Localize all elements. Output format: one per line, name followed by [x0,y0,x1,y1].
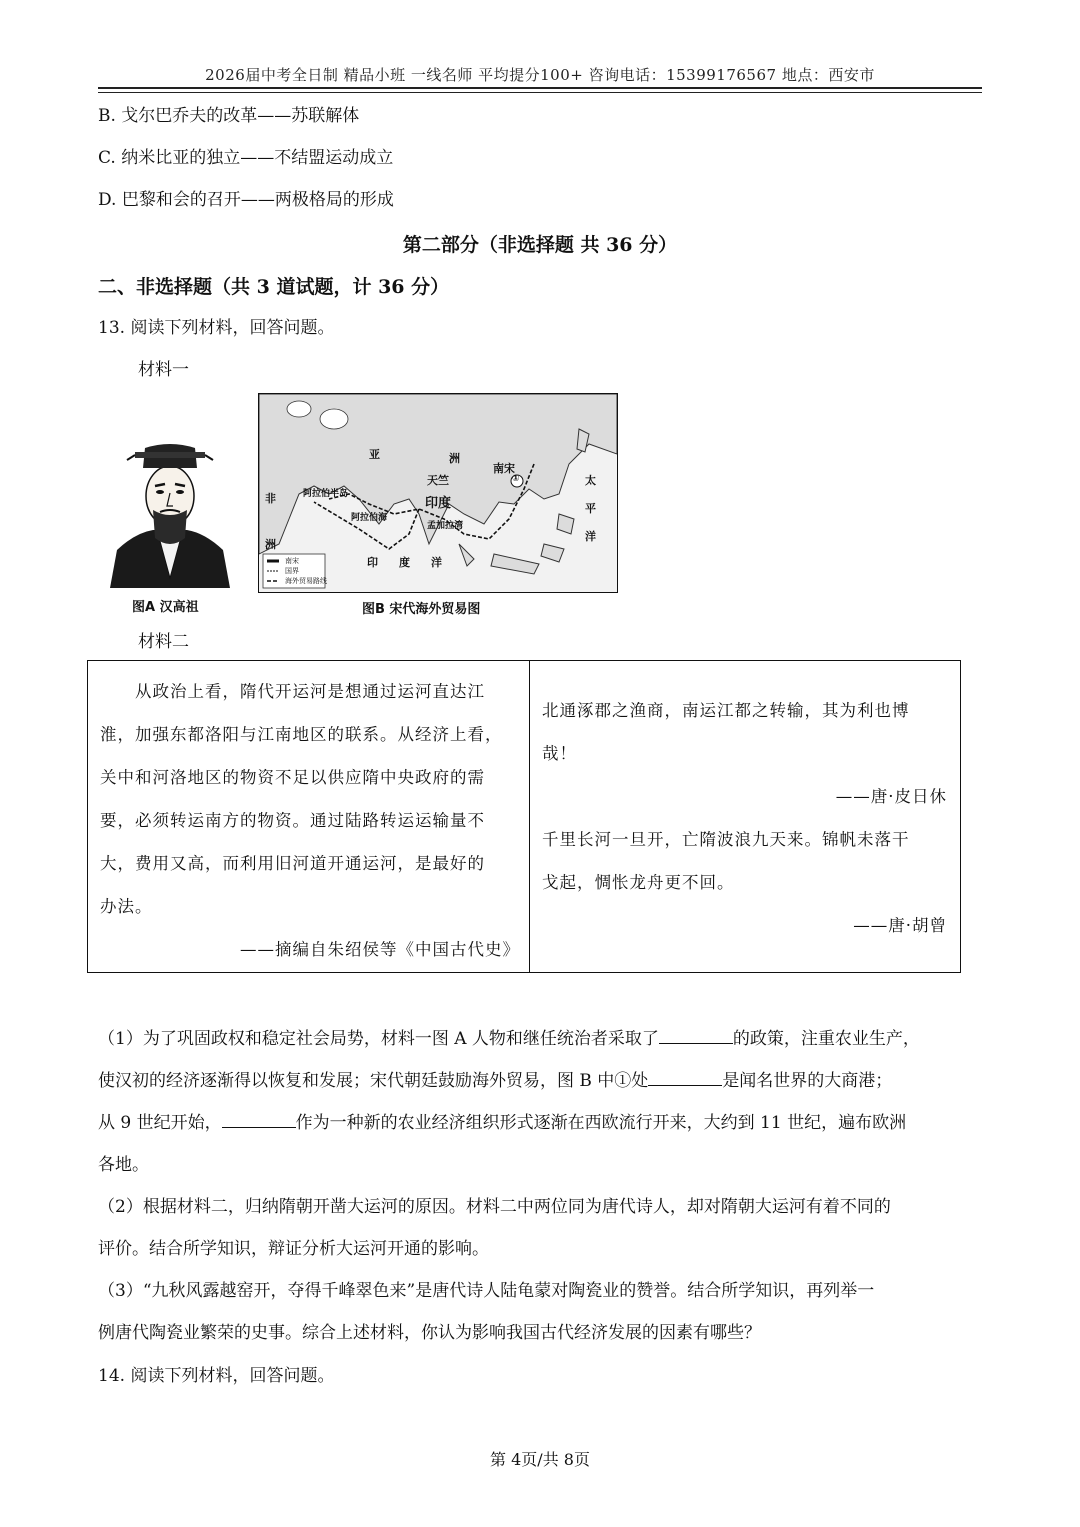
poem2-source: ——唐·胡曾 [853,916,947,935]
map-label-indian-ocean2: 度 [399,556,410,569]
option-c: C. 纳米比亚的独立——不结盟运动成立 [98,148,394,168]
poem2-line: 戈起，惆怅龙舟更不回。 [542,873,735,892]
sub1-text: 使汉初的经济逐渐得以恢复和发展；宋代朝廷鼓励海外贸易，图 B 中①处 [98,1071,649,1091]
map-label-indian-ocean3: 洋 [431,556,442,569]
map-label-africa2: 洲 [265,538,276,551]
part-title: 第二部分（非选择题 共 36 分） [402,234,678,256]
left-quote-line: 关中和河洛地区的物资不足以供应隋中央政府的需 [100,768,485,787]
left-quote-source: ——摘编自朱绍侯等《中国古代史》 [240,940,520,959]
poem1-line: 北通涿郡之渔商，南运江都之转输，其为利也博 [542,701,910,720]
sub2-text: 评价。结合所学知识，辩证分析大运河开通的影响。 [98,1239,489,1259]
left-quote-line: 从政治上看，隋代开运河是想通过运河直达江 [100,682,485,701]
material1-label: 材料一 [138,360,189,380]
map-label-pacific1: 太 [585,474,596,487]
option-b: B. 戈尔巴乔夫的改革——苏联解体 [98,106,360,126]
right-quote [542,689,947,947]
map-label-pacific2: 平 [585,502,596,515]
map-label-tianzhu: 天竺 [427,474,449,487]
left-quote-line: 淮，加强东都洛阳与江南地区的联系。从经济上看， [100,725,503,744]
q13-intro: 13. 阅读下列材料，回答问题。 [98,318,335,338]
sub1-text: 的政策，注重农业生产， [732,1029,920,1049]
quote-table-divider [529,660,530,973]
map-label-nansong: 南宋 [493,462,515,475]
map-legend-3: 海外贸易路线 [285,577,327,585]
map-label-africa1: 非 [265,492,276,505]
fig-b-caption: 图B 宋代海外贸易图 [362,602,481,617]
sub-question-1 [98,1018,982,1186]
map-label-arabian-sea: 阿拉伯海 [351,513,388,523]
sub1-text: 从 9 世纪开始， [98,1113,222,1133]
map-label-asia1: 亚 [369,448,380,461]
answer-blank[interactable] [222,1109,296,1128]
q14-intro: 14. 阅读下列材料，回答问题。 [98,1366,335,1386]
sub-question-3 [98,1270,982,1354]
sub3-text: 例唐代陶瓷业繁荣的史事。综合上述材料，你认为影响我国古代经济发展的因素有哪些？ [98,1323,761,1343]
left-quote [100,670,520,971]
sub3-text: （3）“九秋风露越窑开，夺得千峰翠色来”是唐代诗人陆龟蒙对陶瓷业的赞誉。结合所学知识，再列举一 [98,1281,875,1301]
option-d: D. 巴黎和会的召开——两极格局的形成 [98,190,394,210]
material2-label: 材料二 [138,632,189,652]
section-title: 二、非选择题（共 3 道试题，计 36 分） [98,276,450,298]
map-legend-1: 南宋 [285,557,299,565]
left-quote-line: 要，必须转运南方的物资。通过陆路转运运输量不 [100,811,485,830]
map-marker-1: ① [512,474,520,484]
answer-blank[interactable] [659,1025,733,1044]
left-quote-line: 办法。 [100,897,153,916]
map-label-bengal: 孟加拉湾 [427,521,464,531]
header-rule-thick [98,87,982,89]
answer-blank[interactable] [648,1067,722,1086]
page-header: 2026届中考全日制 精品小班 一线名师 平均提分100+ 咨询电话：15399176567 地点：西安市 [205,66,875,84]
sub1-text: 是闻名世界的大商港； [722,1071,893,1091]
portrait-han-gaozu [105,438,235,590]
header-rule-thin [98,92,982,93]
map-legend-2: 国界 [285,567,299,575]
sub-question-2 [98,1186,982,1270]
map-label-yindu: 印度 [425,496,452,511]
sub1-text: （1）为了巩固政权和稳定社会局势，材料一图 A 人物和继任统治者采取了 [98,1029,659,1049]
sub2-text: （2）根据材料二，归纳隋朝开凿大运河的原因。材料二中两位同为唐代诗人，却对隋朝大运河有着不同的 [98,1197,891,1217]
map-label-arabian-peninsula: 阿拉伯半岛 [303,489,349,499]
left-quote-line: 大，费用又高，而利用旧河道开通运河，是最好的 [100,854,485,873]
sub1-text: 各地。 [98,1155,149,1175]
poem2-line: 千里长河一旦开，亡隋波浪九天来。锦帆未落干 [542,830,910,849]
map-label-indian-ocean1: 印 [367,556,378,569]
poem1-source: ——唐·皮日休 [835,787,947,806]
map-label-pacific3: 洋 [585,530,596,543]
song-trade-map [258,393,618,593]
fig-a-caption: 图A 汉高祖 [132,600,199,615]
sub1-text: 作为一种新的农业经济组织形式逐渐在西欧流行开来，大约到 11 世纪，遍布欧洲 [295,1113,907,1133]
poem1-line: 哉！ [542,744,577,763]
page-number: 第 4页/共 8页 [490,1450,590,1469]
map-label-asia2: 洲 [449,452,460,465]
